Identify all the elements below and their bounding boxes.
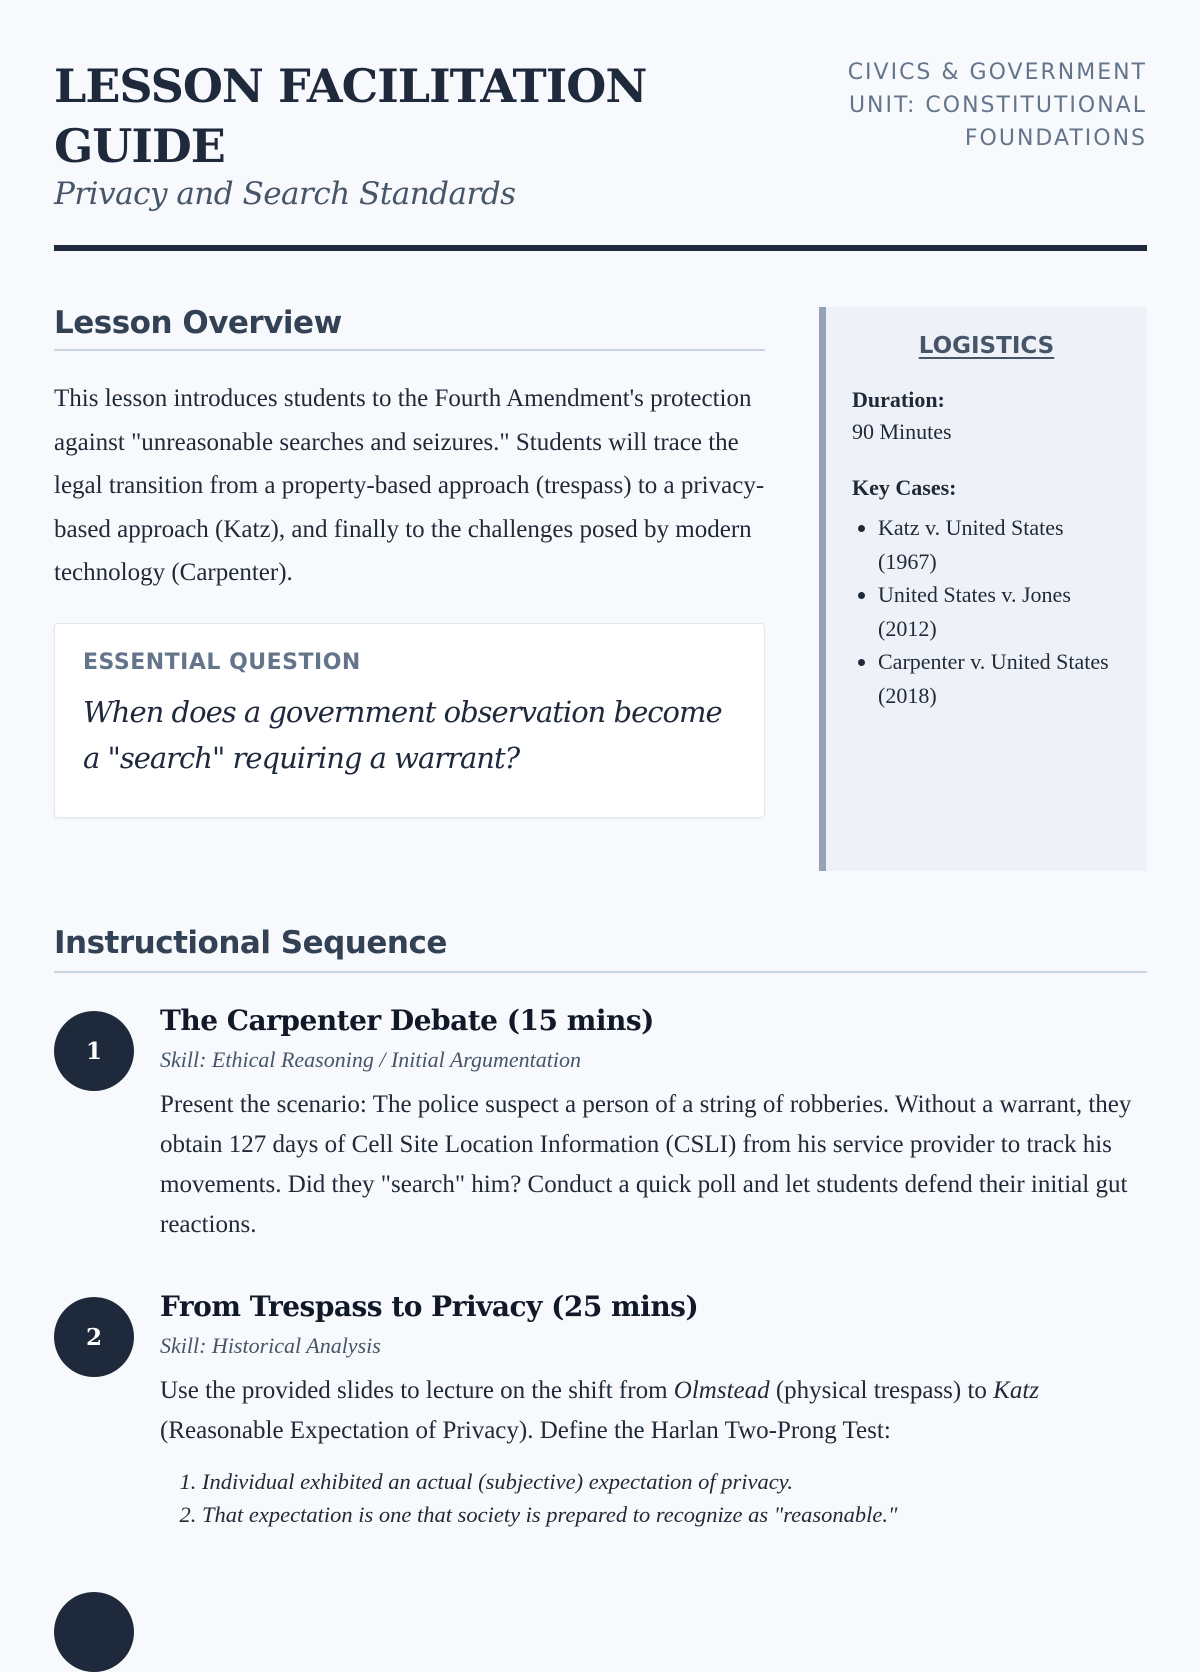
lesson-overview-section xyxy=(54,305,765,818)
list-item: • United States v. Jones (2012) xyxy=(878,578,1121,645)
step-skill: Skill: Ethical Reasoning / Initial Argumentation xyxy=(160,1047,582,1072)
page-title: LESSON FACILITATION GUIDE xyxy=(54,59,647,173)
step-text: (Reasonable Expectation of Privacy). Define the Harlan Two-Prong Test: xyxy=(160,1417,891,1444)
step-title: From Trespass to Privacy (25 mins) xyxy=(160,1290,699,1323)
instructional-sequence-section xyxy=(54,925,1147,1531)
lesson-guide-page xyxy=(54,0,1147,1527)
duration-label: Duration: xyxy=(852,387,945,412)
case-name-olmstead: Olmstead xyxy=(673,1377,770,1404)
essential-question-box xyxy=(54,623,765,818)
sequence-step-2 xyxy=(54,1287,1147,1531)
key-cases-label: Key Cases: xyxy=(852,475,957,500)
header-divider xyxy=(54,245,1147,251)
list-item: 1. Individual exhibited an actual (subjective) expectation of privacy. xyxy=(202,1465,1147,1498)
course-unit: UNIT: CONSTITUTIONAL FOUNDATIONS xyxy=(848,93,1147,151)
case-name-katz: Katz xyxy=(993,1377,1040,1404)
logistics-heading: LOGISTICS xyxy=(918,333,1055,359)
course-subject: CIVICS & GOVERNMENT xyxy=(847,60,1147,85)
list-item: • Carpenter v. United States (2018) xyxy=(878,645,1121,712)
essential-question-label: ESSENTIAL QUESTION xyxy=(83,649,361,675)
step-description: Present the scenario: The police suspect a person of a string of robberies. Without a warrant, they obtain 127 days of Cell Site Location Information (CSLI) from his service provider to track his movements. Did they "search" him? Conduct a quick poll and let students defend their initial gut reactions. xyxy=(160,1091,1132,1238)
list-item: • Katz v. United States (1967) xyxy=(878,511,1121,578)
overview-heading: Lesson Overview xyxy=(54,305,765,351)
step-text: (physical trespass) to xyxy=(769,1377,994,1404)
overview-body: This lesson introduces students to the Fourth Amendment's protection against "unreasonable searches and seizures." Students will trace the legal transition from a property-based approach (trespass) to a privacy-based approach (Katz), and finally to the challenges posed by modern technology (Carpenter). xyxy=(54,385,765,586)
page-subtitle: Privacy and Search Standards xyxy=(54,176,516,212)
step-number-badge: 1 xyxy=(54,1011,134,1091)
key-cases-list xyxy=(852,511,1121,712)
sequence-step-1 xyxy=(54,1001,1147,1245)
step-description xyxy=(160,1371,1147,1451)
header xyxy=(54,0,1147,254)
step-title: The Carpenter Debate (15 mins) xyxy=(160,1004,654,1037)
step-number-badge-partial xyxy=(54,1592,134,1672)
step-skill: Skill: Historical Analysis xyxy=(160,1333,381,1358)
course-meta xyxy=(767,56,1147,155)
step-number-badge: 2 xyxy=(54,1297,134,1377)
essential-question-text: When does a government observation become a "search" requiring a warrant? xyxy=(83,694,722,775)
sequence-heading: Instructional Sequence xyxy=(54,925,1147,973)
logistics-panel xyxy=(819,307,1147,871)
step-text: Use the provided slides to lecture on the shift from xyxy=(160,1377,674,1404)
harlan-test-list xyxy=(160,1465,1147,1531)
list-item: 2. That expectation is one that society is prepared to recognize as "reasonable." xyxy=(202,1498,1147,1531)
duration-value: 90 Minutes xyxy=(852,419,952,444)
